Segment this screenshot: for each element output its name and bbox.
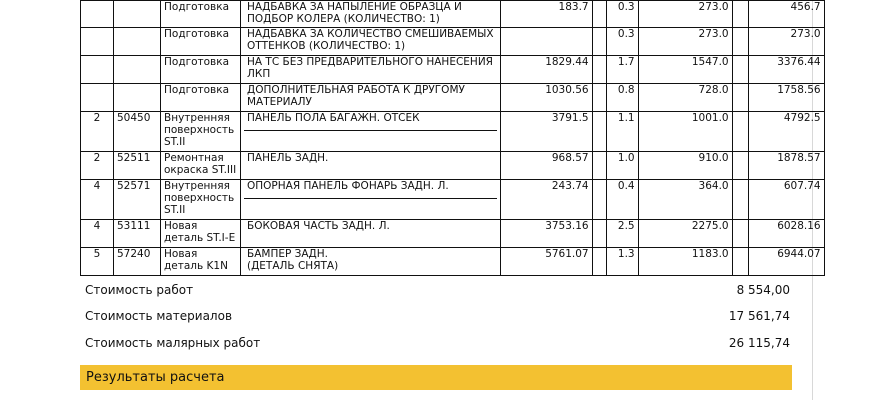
spacer-cell: [732, 248, 748, 276]
work-type-cell: Внутренняя поверхность ST.II: [161, 112, 241, 152]
table-row: [81, 248, 825, 276]
operation-code-cell: 52571: [114, 180, 161, 220]
quantity-cell: [81, 28, 114, 56]
description-line: НА ТС БЕЗ ПРЕДВАРИТЕЛЬНОГО НАНЕСЕНИЯ: [247, 56, 493, 68]
operation-code-cell: [114, 1, 161, 28]
spacer-cell: [592, 180, 606, 220]
quantity-cell: [81, 84, 114, 112]
material-cost-cell: 243.74: [500, 180, 592, 220]
operation-code-cell: 50450: [114, 112, 161, 152]
quantity-cell: [81, 1, 114, 28]
materials-cost-row: [80, 309, 792, 327]
hours-cell: 1.3: [606, 248, 638, 276]
spacer-cell: [732, 84, 748, 112]
painting-cost-row: [80, 336, 792, 354]
material-cost-cell: 5761.07: [500, 248, 592, 276]
work-type-cell: Внутренняя поверхность ST.II: [161, 180, 241, 220]
operation-code-cell: [114, 84, 161, 112]
work-type-cell: Подготовка: [161, 56, 241, 84]
operation-code-cell: 52511: [114, 152, 161, 180]
description-cell: [241, 1, 501, 28]
spacer-cell: [592, 56, 606, 84]
material-cost-cell: 3753.16: [500, 220, 592, 248]
description-cell: [241, 112, 501, 152]
table-row: [81, 220, 825, 248]
material-cost-cell: 183.7: [500, 1, 592, 28]
labor-cost-cell: 2275.0: [638, 220, 732, 248]
line-total-cell: 3376.44: [748, 56, 824, 84]
description-cell: [241, 248, 501, 276]
work-type-cell: Ремонтная окраска ST.III: [161, 152, 241, 180]
labor-cost-cell: 1001.0: [638, 112, 732, 152]
spacer-cell: [732, 56, 748, 84]
operation-code-cell: 53111: [114, 220, 161, 248]
hours-cell: 0.8: [606, 84, 638, 112]
description-cell: [241, 56, 501, 84]
quantity-cell: 4: [81, 220, 114, 248]
materials-cost-value: 17 561,74: [728, 309, 790, 323]
work-cost-row: [80, 283, 792, 301]
table-row: [81, 152, 825, 180]
labor-cost-cell: 910.0: [638, 152, 732, 180]
hours-cell: 1.0: [606, 152, 638, 180]
spacer-cell: [732, 180, 748, 220]
description-line: БАМПЕР ЗАДН.: [247, 248, 328, 260]
operation-code-cell: [114, 28, 161, 56]
spacer-cell: [732, 1, 748, 28]
operation-code-cell: [114, 56, 161, 84]
spacer-cell: [592, 248, 606, 276]
spacer-cell: [732, 152, 748, 180]
line-total-cell: 4792.5: [748, 112, 824, 152]
hours-cell: 2.5: [606, 220, 638, 248]
labor-cost-cell: 273.0: [638, 28, 732, 56]
labor-cost-cell: 1183.0: [638, 248, 732, 276]
line-total-cell: 1758.56: [748, 84, 824, 112]
hours-cell: 0.3: [606, 1, 638, 28]
spacer-cell: [732, 112, 748, 152]
work-type-cell: Подготовка: [161, 84, 241, 112]
line-total-cell: 6944.07: [748, 248, 824, 276]
description-line: ЛКП: [247, 68, 271, 80]
material-cost-cell: [500, 28, 592, 56]
material-cost-cell: 1030.56: [500, 84, 592, 112]
work-type-cell: Новая деталь ST.I-E: [161, 220, 241, 248]
spacer-cell: [592, 28, 606, 56]
quantity-cell: 2: [81, 152, 114, 180]
description-cell: [241, 180, 501, 220]
operation-code-cell: 57240: [114, 248, 161, 276]
material-cost-cell: 3791.5: [500, 112, 592, 152]
hours-cell: 1.7: [606, 56, 638, 84]
materials-cost-label: Стоимость материалов: [85, 309, 233, 323]
table-row: [81, 180, 825, 220]
material-cost-cell: 1829.44: [500, 56, 592, 84]
labor-cost-cell: 364.0: [638, 180, 732, 220]
quantity-cell: 4: [81, 180, 114, 220]
work-cost-value: 8 554,00: [736, 283, 790, 297]
material-cost-cell: 968.57: [500, 152, 592, 180]
labor-cost-cell: 1547.0: [638, 56, 732, 84]
table-row: [81, 28, 825, 56]
description-line: БОКОВАЯ ЧАСТЬ ЗАДН. Л.: [247, 220, 390, 232]
spacer-cell: [592, 112, 606, 152]
spacer-cell: [732, 220, 748, 248]
description-line: НАДБАВКА ЗА НАПЫЛЕНИЕ ОБРАЗЦА И: [247, 1, 462, 13]
description-line: (ДЕТАЛЬ СНЯТА): [247, 260, 339, 272]
results-section-header: [80, 365, 792, 390]
description-line: ОПОРНАЯ ПАНЕЛЬ ФОНАРЬ ЗАДН. Л.: [244, 180, 497, 199]
painting-cost-label: Стоимость малярных работ: [85, 336, 261, 350]
hours-cell: 0.3: [606, 28, 638, 56]
line-total-cell: 1878.57: [748, 152, 824, 180]
description-line: ПАНЕЛЬ ПОЛА БАГАЖН. ОТСЕК: [244, 112, 497, 131]
description-line: ПОДБОР КОЛЕРА (КОЛИЧЕСТВО: 1): [247, 13, 440, 25]
work-type-cell: Новая деталь K1N: [161, 248, 241, 276]
quantity-cell: 2: [81, 112, 114, 152]
line-total-cell: 607.74: [748, 180, 824, 220]
spacer-cell: [592, 220, 606, 248]
description-cell: [241, 28, 501, 56]
table-row: [81, 56, 825, 84]
table-row: [81, 1, 825, 28]
line-total-cell: 6028.16: [748, 220, 824, 248]
labor-cost-cell: 728.0: [638, 84, 732, 112]
work-type-cell: Подготовка: [161, 1, 241, 28]
table-row: [81, 112, 825, 152]
description-cell: [241, 152, 501, 180]
hours-cell: 1.1: [606, 112, 638, 152]
description-line: ДОПОЛНИТЕЛЬНАЯ РАБОТА К ДРУГОМУ: [247, 84, 465, 96]
work-cost-label: Стоимость работ: [85, 283, 194, 297]
table-row: [81, 84, 825, 112]
quantity-cell: 5: [81, 248, 114, 276]
labor-cost-cell: 273.0: [638, 1, 732, 28]
paint-calculation-table: [80, 0, 825, 276]
quantity-cell: [81, 56, 114, 84]
spacer-cell: [592, 84, 606, 112]
description-line: НАДБАВКА ЗА КОЛИЧЕСТВО СМЕШИВАЕМЫХ: [247, 28, 494, 40]
description-line: ОТТЕНКОВ (КОЛИЧЕСТВО: 1): [247, 40, 406, 52]
painting-cost-value: 26 115,74: [728, 336, 790, 350]
results-title: Результаты расчета: [86, 370, 225, 385]
description-cell: [241, 220, 501, 248]
spacer-cell: [732, 28, 748, 56]
description-line: ПАНЕЛЬ ЗАДН.: [247, 152, 329, 164]
line-total-cell: 273.0: [748, 28, 824, 56]
line-total-cell: 456.7: [748, 1, 824, 28]
description-cell: [241, 84, 501, 112]
description-line: МАТЕРИАЛУ: [247, 96, 312, 108]
work-type-cell: Подготовка: [161, 28, 241, 56]
spacer-cell: [592, 1, 606, 28]
spacer-cell: [592, 152, 606, 180]
hours-cell: 0.4: [606, 180, 638, 220]
